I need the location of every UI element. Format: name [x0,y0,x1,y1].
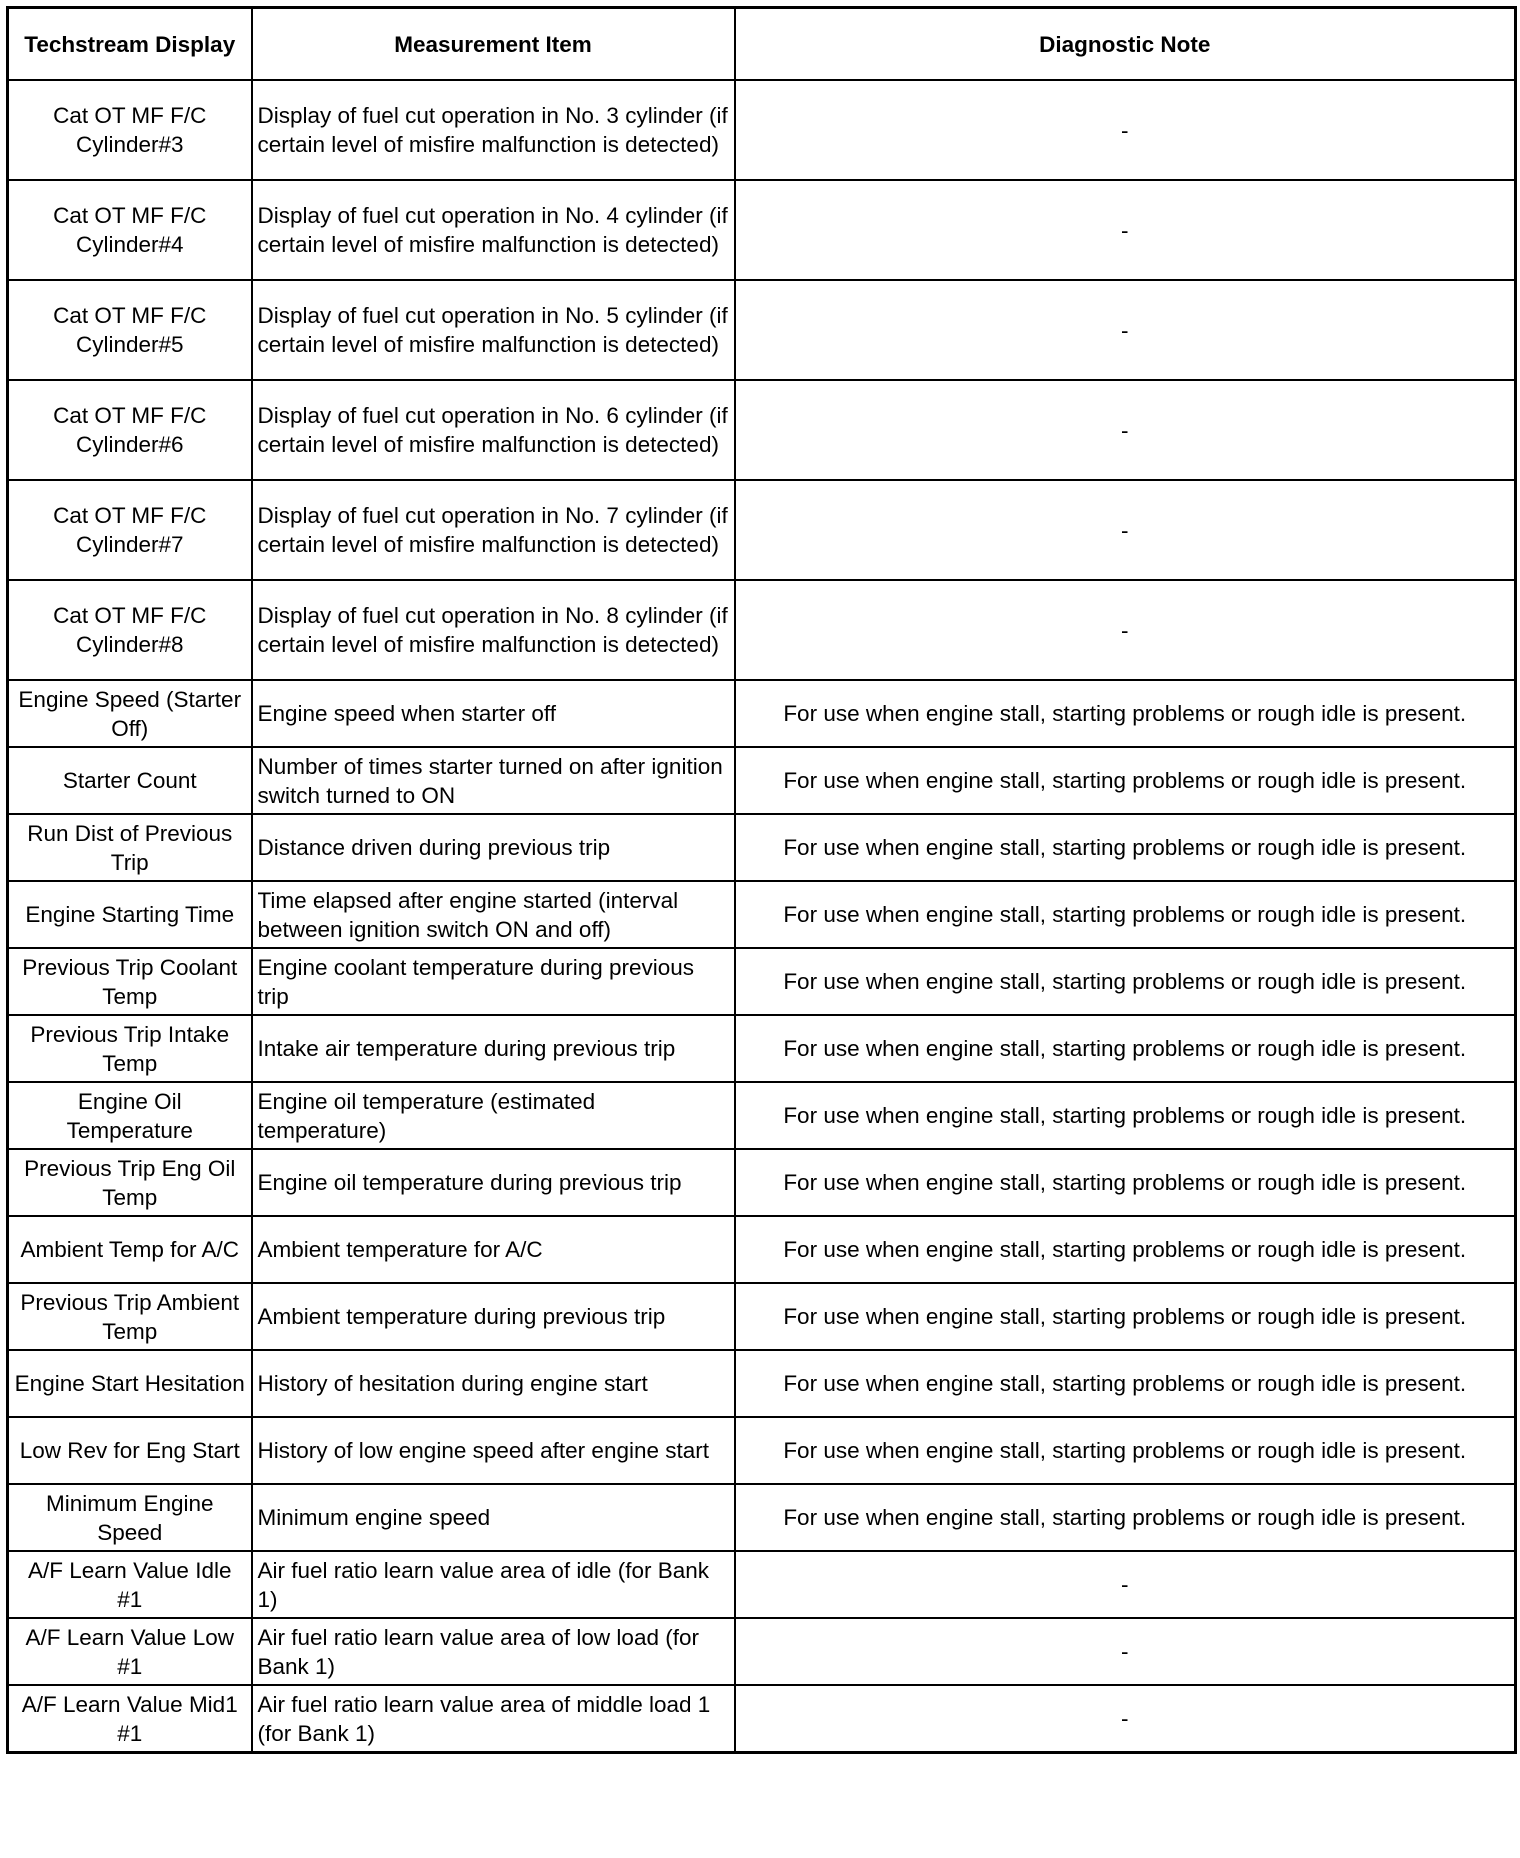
techstream-display-cell: Minimum Engine Speed [8,1484,252,1551]
techstream-display-cell: Cat OT MF F/C Cylinder#5 [8,280,252,380]
techstream-display-cell: Engine Oil Temperature [8,1082,252,1149]
measurement-item-cell: Display of fuel cut operation in No. 3 cylinder (if certain level of misfire malfunction is detected) [252,80,735,180]
diagnostic-note-cell: - [735,1551,1516,1618]
table-row [8,580,1516,680]
measurement-item-cell: Ambient temperature for A/C [252,1216,735,1283]
table-row [8,1484,1516,1551]
measurement-item-cell: Number of times starter turned on after ignition switch turned to ON [252,747,735,814]
diagnostic-note-cell: For use when engine stall, starting problems or rough idle is present. [735,1417,1516,1484]
diagnostic-note-cell: For use when engine stall, starting problems or rough idle is present. [735,1350,1516,1417]
table-row [8,1149,1516,1216]
diagnostic-note-cell: - [735,80,1516,180]
diagnostic-note-cell: - [735,280,1516,380]
header-row [8,8,1516,81]
diagnostic-note-cell: - [735,1685,1516,1753]
techstream-display-cell: Cat OT MF F/C Cylinder#6 [8,380,252,480]
measurement-item-cell: Air fuel ratio learn value area of middle load 1 (for Bank 1) [252,1685,735,1753]
techstream-display-cell: Ambient Temp for A/C [8,1216,252,1283]
measurement-table [6,6,1517,1754]
diagnostic-note-cell: For use when engine stall, starting problems or rough idle is present. [735,1283,1516,1350]
table-row [8,1685,1516,1753]
table-row [8,1350,1516,1417]
measurement-item-cell: Air fuel ratio learn value area of idle (for Bank 1) [252,1551,735,1618]
diagnostic-note-cell: For use when engine stall, starting problems or rough idle is present. [735,1149,1516,1216]
techstream-display-cell: Previous Trip Coolant Temp [8,948,252,1015]
table-row [8,280,1516,380]
techstream-display-cell: Cat OT MF F/C Cylinder#3 [8,80,252,180]
measurement-item-cell: Engine oil temperature during previous trip [252,1149,735,1216]
diagnostic-note-cell: - [735,580,1516,680]
table-row [8,948,1516,1015]
techstream-display-cell: Previous Trip Eng Oil Temp [8,1149,252,1216]
table-row [8,1082,1516,1149]
techstream-display-cell: Run Dist of Previous Trip [8,814,252,881]
table-row [8,747,1516,814]
measurement-item-cell: Time elapsed after engine started (interval between ignition switch ON and off) [252,881,735,948]
table-row [8,1551,1516,1618]
table-row [8,1283,1516,1350]
measurement-item-cell: Ambient temperature during previous trip [252,1283,735,1350]
diagnostic-note-cell: For use when engine stall, starting problems or rough idle is present. [735,680,1516,747]
measurement-item-cell: Engine oil temperature (estimated temperature) [252,1082,735,1149]
measurement-item-cell: Display of fuel cut operation in No. 4 cylinder (if certain level of misfire malfunction is detected) [252,180,735,280]
diagnostic-note-cell: - [735,380,1516,480]
table-row [8,1015,1516,1082]
measurement-item-cell: History of low engine speed after engine start [252,1417,735,1484]
techstream-display-cell: Cat OT MF F/C Cylinder#4 [8,180,252,280]
techstream-display-cell: Previous Trip Ambient Temp [8,1283,252,1350]
header-measurement-item: Measurement Item [252,8,735,81]
measurement-item-cell: Display of fuel cut operation in No. 7 cylinder (if certain level of misfire malfunction is detected) [252,480,735,580]
diagnostic-note-cell: For use when engine stall, starting problems or rough idle is present. [735,747,1516,814]
diagnostic-note-cell: - [735,480,1516,580]
table-row [8,680,1516,747]
table-row [8,1216,1516,1283]
table-row [8,480,1516,580]
table-row [8,814,1516,881]
techstream-display-cell: Cat OT MF F/C Cylinder#7 [8,480,252,580]
table-row [8,1417,1516,1484]
table-row [8,1618,1516,1685]
measurement-item-cell: Engine coolant temperature during previous trip [252,948,735,1015]
techstream-display-cell: Engine Starting Time [8,881,252,948]
diagnostic-note-cell: For use when engine stall, starting problems or rough idle is present. [735,1484,1516,1551]
table-row [8,380,1516,480]
diagnostic-note-cell: For use when engine stall, starting problems or rough idle is present. [735,1216,1516,1283]
techstream-display-cell: Engine Start Hesitation [8,1350,252,1417]
header-diagnostic-note: Diagnostic Note [735,8,1516,81]
techstream-display-cell: Starter Count [8,747,252,814]
table-row [8,180,1516,280]
diagnostic-note-cell: For use when engine stall, starting problems or rough idle is present. [735,948,1516,1015]
techstream-display-cell: Engine Speed (Starter Off) [8,680,252,747]
techstream-display-cell: Previous Trip Intake Temp [8,1015,252,1082]
table-row [8,881,1516,948]
table-row [8,80,1516,180]
measurement-item-cell: Display of fuel cut operation in No. 8 cylinder (if certain level of misfire malfunction is detected) [252,580,735,680]
measurement-item-cell: History of hesitation during engine start [252,1350,735,1417]
measurement-item-cell: Air fuel ratio learn value area of low load (for Bank 1) [252,1618,735,1685]
diagnostic-note-cell: For use when engine stall, starting problems or rough idle is present. [735,1082,1516,1149]
diagnostic-note-cell: - [735,1618,1516,1685]
diagnostic-note-cell: For use when engine stall, starting problems or rough idle is present. [735,881,1516,948]
techstream-display-cell: Low Rev for Eng Start [8,1417,252,1484]
techstream-display-cell: A/F Learn Value Mid1 #1 [8,1685,252,1753]
measurement-item-cell: Display of fuel cut operation in No. 5 cylinder (if certain level of misfire malfunction is detected) [252,280,735,380]
measurement-item-cell: Distance driven during previous trip [252,814,735,881]
measurement-item-cell: Minimum engine speed [252,1484,735,1551]
techstream-display-cell: A/F Learn Value Low #1 [8,1618,252,1685]
measurement-item-cell: Engine speed when starter off [252,680,735,747]
diagnostic-note-cell: For use when engine stall, starting problems or rough idle is present. [735,1015,1516,1082]
diagnostic-note-cell: - [735,180,1516,280]
header-techstream-display: Techstream Display [8,8,252,81]
measurement-item-cell: Intake air temperature during previous trip [252,1015,735,1082]
measurement-item-cell: Display of fuel cut operation in No. 6 cylinder (if certain level of misfire malfunction is detected) [252,380,735,480]
techstream-display-cell: A/F Learn Value Idle #1 [8,1551,252,1618]
techstream-display-cell: Cat OT MF F/C Cylinder#8 [8,580,252,680]
diagnostic-note-cell: For use when engine stall, starting problems or rough idle is present. [735,814,1516,881]
